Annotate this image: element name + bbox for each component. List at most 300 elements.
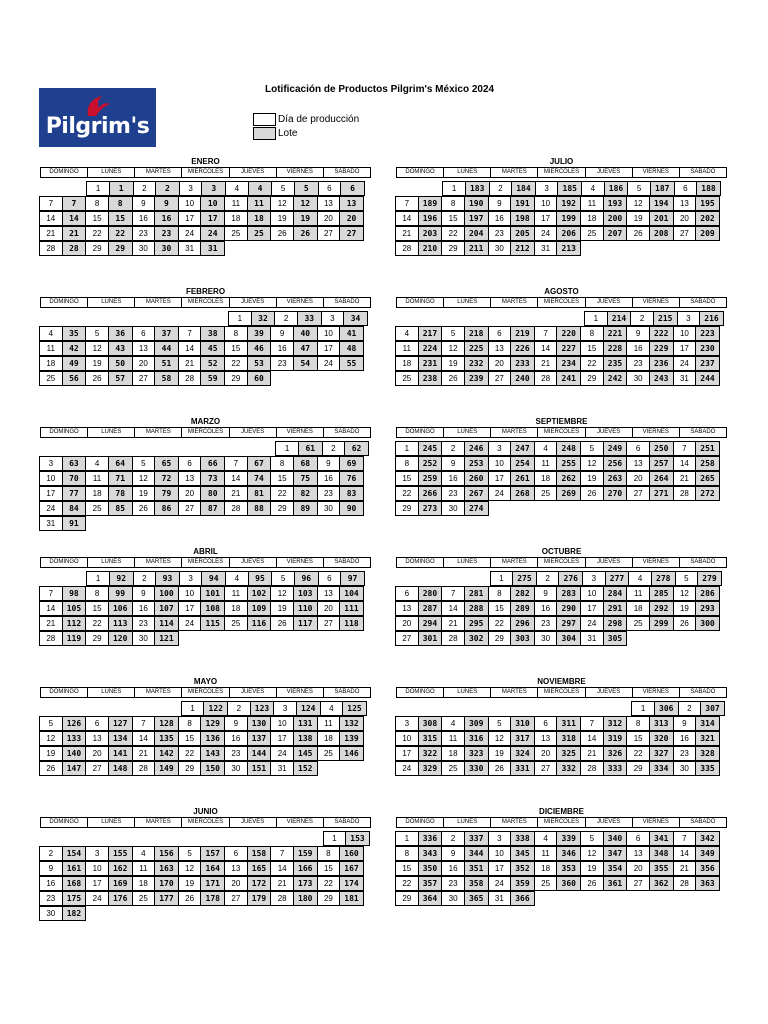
day-number: 7 bbox=[396, 197, 419, 210]
day-number: 29 bbox=[627, 762, 650, 775]
day-number: 13 bbox=[627, 457, 650, 470]
week-row bbox=[396, 472, 727, 487]
day-cell bbox=[317, 846, 364, 861]
lot-number: 149 bbox=[155, 762, 178, 775]
lot-number: 38 bbox=[201, 327, 224, 340]
day-cell bbox=[536, 571, 583, 586]
lot-number: 84 bbox=[63, 502, 86, 515]
empty-cell bbox=[491, 312, 538, 327]
day-number: 15 bbox=[86, 212, 109, 225]
day-number: 2 bbox=[442, 832, 465, 845]
day-number: 5 bbox=[40, 717, 63, 730]
lot-number: 94 bbox=[202, 572, 225, 585]
day-cell bbox=[580, 731, 627, 746]
day-cell bbox=[85, 891, 132, 906]
week-row bbox=[40, 907, 371, 922]
day-number: 5 bbox=[86, 327, 109, 340]
day-number: 21 bbox=[179, 357, 202, 370]
lot-number: 157 bbox=[201, 847, 224, 860]
day-number: 9 bbox=[674, 717, 697, 730]
day-cell bbox=[395, 356, 442, 371]
day-cell bbox=[626, 876, 673, 891]
weekday-label: DOMINGO bbox=[397, 298, 444, 307]
day-number: 29 bbox=[179, 762, 202, 775]
lot-number: 158 bbox=[248, 847, 271, 860]
day-cell bbox=[270, 471, 317, 486]
day-number: 14 bbox=[179, 342, 202, 355]
day-cell bbox=[317, 891, 364, 906]
day-cell bbox=[275, 441, 322, 456]
day-cell bbox=[181, 701, 228, 716]
day-number: 11 bbox=[133, 862, 156, 875]
day-number: 6 bbox=[179, 457, 202, 470]
day-cell bbox=[580, 631, 627, 646]
day-cell bbox=[441, 501, 488, 516]
day-cell bbox=[227, 701, 274, 716]
day-number: 3 bbox=[40, 457, 63, 470]
day-number: 9 bbox=[318, 457, 341, 470]
day-cell bbox=[85, 241, 132, 256]
day-number: 30 bbox=[627, 372, 650, 385]
lot-number: 185 bbox=[558, 182, 581, 195]
month-name: NOVIEMBRE bbox=[537, 677, 586, 686]
lot-number: 251 bbox=[696, 442, 719, 455]
day-cell bbox=[39, 906, 86, 921]
day-cell bbox=[317, 601, 364, 616]
day-cell bbox=[178, 761, 225, 776]
day-cell bbox=[271, 181, 318, 196]
lot-number: 216 bbox=[700, 312, 723, 325]
day-number: 31 bbox=[271, 762, 294, 775]
month-name: SEPTIEMBRE bbox=[535, 417, 588, 426]
day-cell bbox=[224, 746, 271, 761]
day-cell bbox=[490, 571, 537, 586]
lot-number: 183 bbox=[466, 182, 489, 195]
day-cell bbox=[270, 196, 317, 211]
day-number: 30 bbox=[318, 502, 341, 515]
day-number: 13 bbox=[133, 342, 156, 355]
lot-number: 160 bbox=[340, 847, 363, 860]
weekday-label: LUNES bbox=[444, 558, 491, 567]
day-cell bbox=[85, 616, 132, 631]
day-number: 15 bbox=[442, 212, 465, 225]
day-number: 7 bbox=[179, 327, 202, 340]
weekday-label: SÁBADO bbox=[334, 689, 360, 695]
day-number: 29 bbox=[581, 372, 604, 385]
lot-number: 270 bbox=[604, 487, 627, 500]
day-number: 24 bbox=[396, 762, 419, 775]
day-number: 28 bbox=[396, 242, 419, 255]
lot-number: 314 bbox=[696, 717, 719, 730]
day-cell bbox=[179, 181, 226, 196]
day-cell bbox=[673, 761, 720, 776]
day-cell bbox=[317, 196, 364, 211]
day-number: 18 bbox=[86, 487, 109, 500]
day-cell bbox=[488, 631, 535, 646]
week-row bbox=[40, 457, 371, 472]
lot-number: 336 bbox=[419, 832, 442, 845]
day-number: 30 bbox=[535, 632, 558, 645]
lot-number: 137 bbox=[248, 732, 271, 745]
lot-number: 317 bbox=[511, 732, 534, 745]
day-cell bbox=[630, 311, 677, 326]
day-number: 22 bbox=[86, 227, 109, 240]
day-cell bbox=[85, 196, 132, 211]
day-number: 13 bbox=[86, 732, 109, 745]
lot-number: 175 bbox=[63, 892, 86, 905]
day-cell bbox=[395, 341, 442, 356]
lot-number: 260 bbox=[465, 472, 488, 485]
week-row bbox=[396, 457, 727, 472]
day-cell bbox=[323, 831, 370, 846]
empty-cell bbox=[135, 442, 182, 457]
day-number: 4 bbox=[535, 442, 558, 455]
lot-number: 284 bbox=[604, 587, 627, 600]
day-cell bbox=[441, 341, 488, 356]
lot-number: 249 bbox=[604, 442, 627, 455]
day-number: 22 bbox=[179, 747, 202, 760]
lot-number: 108 bbox=[201, 602, 224, 615]
day-cell bbox=[270, 501, 317, 516]
empty-cell bbox=[179, 632, 226, 647]
weekday-label: SÁBADO bbox=[334, 819, 360, 825]
day-cell bbox=[441, 456, 488, 471]
lot-number: 151 bbox=[248, 762, 271, 775]
weekday-label: DOMINGO bbox=[397, 818, 444, 827]
day-number: 5 bbox=[272, 182, 295, 195]
day-number: 2 bbox=[679, 702, 702, 715]
day-cell bbox=[178, 716, 225, 731]
day-number: 1 bbox=[396, 832, 419, 845]
day-number: 21 bbox=[271, 877, 294, 890]
day-number: 18 bbox=[133, 877, 156, 890]
day-number: 17 bbox=[489, 862, 512, 875]
day-number: 15 bbox=[271, 472, 294, 485]
lot-number: 232 bbox=[465, 357, 488, 370]
lot-number: 285 bbox=[650, 587, 673, 600]
day-number: 2 bbox=[275, 312, 298, 325]
day-cell bbox=[178, 241, 225, 256]
day-number: 9 bbox=[133, 587, 156, 600]
lot-number: 187 bbox=[651, 182, 674, 195]
weekday-label: MARTES bbox=[491, 818, 538, 827]
empty-cell bbox=[321, 632, 368, 647]
day-number: 28 bbox=[581, 762, 604, 775]
day-cell bbox=[580, 761, 627, 776]
day-cell bbox=[441, 631, 488, 646]
week-row bbox=[396, 587, 727, 602]
day-cell bbox=[626, 601, 673, 616]
day-cell bbox=[441, 196, 488, 211]
lot-number: 218 bbox=[465, 327, 488, 340]
day-number: 15 bbox=[225, 342, 248, 355]
lot-number: 273 bbox=[419, 502, 442, 515]
day-cell bbox=[224, 586, 271, 601]
weekday-header bbox=[396, 687, 727, 698]
day-cell bbox=[270, 341, 317, 356]
day-cell bbox=[678, 701, 725, 716]
day-number: 9 bbox=[271, 327, 294, 340]
day-cell bbox=[178, 356, 225, 371]
lot-number: 227 bbox=[557, 342, 580, 355]
lot-number: 18 bbox=[248, 212, 271, 225]
day-number: 24 bbox=[86, 892, 109, 905]
day-cell bbox=[85, 761, 132, 776]
lot-number: 222 bbox=[650, 327, 673, 340]
day-number: 14 bbox=[271, 862, 294, 875]
week-row bbox=[40, 472, 371, 487]
lot-number: 261 bbox=[511, 472, 534, 485]
lot-number: 61 bbox=[299, 442, 322, 455]
weekday-label: LUNES bbox=[88, 688, 135, 697]
empty-cell bbox=[86, 907, 133, 922]
lot-number: 141 bbox=[109, 747, 132, 760]
day-number: 1 bbox=[632, 702, 655, 715]
lot-number: 110 bbox=[294, 602, 317, 615]
day-cell bbox=[178, 731, 225, 746]
day-number: 27 bbox=[133, 372, 156, 385]
day-cell bbox=[626, 471, 673, 486]
day-cell bbox=[673, 731, 720, 746]
lot-number: 349 bbox=[696, 847, 719, 860]
day-number: 28 bbox=[133, 762, 156, 775]
weekday-label: JUEVES bbox=[230, 688, 277, 697]
day-number: 7 bbox=[271, 847, 294, 860]
day-number: 27 bbox=[535, 762, 558, 775]
day-cell bbox=[395, 241, 442, 256]
day-cell bbox=[395, 761, 442, 776]
lot-number: 60 bbox=[248, 372, 271, 385]
week-row bbox=[40, 197, 371, 212]
lot-number: 246 bbox=[465, 442, 488, 455]
day-number: 14 bbox=[133, 732, 156, 745]
day-number: 20 bbox=[318, 212, 341, 225]
lot-number: 362 bbox=[650, 877, 673, 890]
day-number: 1 bbox=[87, 572, 110, 585]
day-cell bbox=[580, 226, 627, 241]
day-number: 5 bbox=[133, 457, 156, 470]
week-row bbox=[396, 312, 727, 327]
day-number: 26 bbox=[627, 227, 650, 240]
day-cell bbox=[488, 746, 535, 761]
day-number: 4 bbox=[582, 182, 605, 195]
week-row bbox=[40, 572, 371, 587]
lot-number: 125 bbox=[343, 702, 366, 715]
day-cell bbox=[132, 876, 179, 891]
week-row bbox=[40, 732, 371, 747]
day-cell bbox=[270, 601, 317, 616]
day-number: 26 bbox=[489, 762, 512, 775]
empty-cell bbox=[229, 832, 276, 847]
lot-number: 199 bbox=[557, 212, 580, 225]
day-cell bbox=[534, 211, 581, 226]
day-cell bbox=[224, 196, 271, 211]
lot-number: 203 bbox=[419, 227, 442, 240]
lot-number: 166 bbox=[294, 862, 317, 875]
day-cell bbox=[132, 226, 179, 241]
lot-number: 23 bbox=[155, 227, 178, 240]
day-number: 21 bbox=[133, 747, 156, 760]
day-number: 6 bbox=[396, 587, 419, 600]
day-number: 11 bbox=[225, 197, 248, 210]
day-number: 10 bbox=[179, 197, 202, 210]
day-cell bbox=[673, 456, 720, 471]
lot-number: 365 bbox=[465, 892, 488, 905]
day-number: 26 bbox=[581, 487, 604, 500]
day-number: 17 bbox=[271, 732, 294, 745]
week-row bbox=[40, 442, 371, 457]
lot-number: 22 bbox=[109, 227, 132, 240]
day-cell bbox=[39, 486, 86, 501]
day-cell bbox=[85, 846, 132, 861]
day-number: 1 bbox=[324, 832, 347, 845]
lot-number: 11 bbox=[248, 197, 271, 210]
day-number: 6 bbox=[319, 182, 342, 195]
day-number: 6 bbox=[86, 717, 109, 730]
legend-production-day bbox=[253, 112, 359, 126]
weekday-label: MIERCOLES bbox=[538, 298, 585, 307]
lot-number: 134 bbox=[109, 732, 132, 745]
day-cell bbox=[395, 631, 442, 646]
weekday-label: VIERNES bbox=[633, 428, 680, 437]
month-name: FEBRERO bbox=[185, 287, 226, 296]
lot-number: 10 bbox=[201, 197, 224, 210]
lot-number: 259 bbox=[419, 472, 442, 485]
day-number: 8 bbox=[86, 197, 109, 210]
empty-cell bbox=[396, 312, 443, 327]
day-cell bbox=[39, 501, 86, 516]
lot-number: 126 bbox=[63, 717, 86, 730]
day-number: 27 bbox=[627, 877, 650, 890]
weekday-label: SÁBADO bbox=[690, 559, 716, 565]
empty-cell bbox=[40, 832, 87, 847]
week-row bbox=[40, 747, 371, 762]
lot-number: 323 bbox=[465, 747, 488, 760]
lot-number: 139 bbox=[340, 732, 363, 745]
day-number: 22 bbox=[86, 617, 109, 630]
month-agosto bbox=[396, 286, 727, 387]
day-cell bbox=[395, 586, 442, 601]
day-number: 24 bbox=[271, 747, 294, 760]
day-cell bbox=[441, 616, 488, 631]
day-cell bbox=[39, 516, 86, 531]
day-number: 11 bbox=[581, 197, 604, 210]
day-number: 17 bbox=[396, 747, 419, 760]
weekday-label: SÁBADO bbox=[690, 169, 716, 175]
lot-number: 128 bbox=[155, 717, 178, 730]
lot-number: 155 bbox=[109, 847, 132, 860]
day-number: 15 bbox=[318, 862, 341, 875]
day-cell bbox=[39, 341, 86, 356]
day-cell bbox=[626, 586, 673, 601]
week-row bbox=[40, 892, 371, 907]
day-number: 19 bbox=[442, 357, 465, 370]
empty-cell bbox=[87, 832, 134, 847]
month-marzo bbox=[40, 416, 371, 532]
day-number: 2 bbox=[631, 312, 654, 325]
day-number: 15 bbox=[179, 732, 202, 745]
day-cell bbox=[132, 716, 179, 731]
day-cell bbox=[224, 371, 271, 386]
empty-cell bbox=[275, 517, 322, 532]
empty-cell bbox=[535, 892, 582, 907]
day-number: 24 bbox=[489, 487, 512, 500]
lot-number: 117 bbox=[294, 617, 317, 630]
day-cell bbox=[580, 876, 627, 891]
day-cell bbox=[179, 571, 226, 586]
empty-cell bbox=[87, 442, 134, 457]
lot-number: 59 bbox=[201, 372, 224, 385]
day-cell bbox=[580, 211, 627, 226]
day-number: 26 bbox=[271, 227, 294, 240]
day-cell bbox=[580, 456, 627, 471]
lot-number: 150 bbox=[201, 762, 224, 775]
lot-number: 55 bbox=[340, 357, 363, 370]
day-cell bbox=[580, 861, 627, 876]
empty-cell bbox=[40, 182, 87, 197]
lot-number: 361 bbox=[604, 877, 627, 890]
day-number: 11 bbox=[318, 717, 341, 730]
empty-cell bbox=[581, 242, 628, 257]
day-cell bbox=[85, 371, 132, 386]
day-cell bbox=[395, 501, 442, 516]
day-cell bbox=[534, 371, 581, 386]
day-cell bbox=[534, 486, 581, 501]
lot-number: 333 bbox=[604, 762, 627, 775]
day-number: 7 bbox=[674, 832, 697, 845]
weekday-label: DOMINGO bbox=[41, 688, 88, 697]
empty-cell bbox=[182, 832, 229, 847]
weekday-label: VIERNES bbox=[633, 558, 680, 567]
lot-number: 253 bbox=[465, 457, 488, 470]
day-number: 24 bbox=[581, 617, 604, 630]
day-cell bbox=[39, 861, 86, 876]
day-cell bbox=[395, 211, 442, 226]
weekday-label: MARTES bbox=[135, 168, 182, 177]
day-number: 25 bbox=[40, 372, 63, 385]
lot-number: 92 bbox=[110, 572, 133, 585]
week-row bbox=[396, 487, 727, 502]
day-cell bbox=[317, 731, 364, 746]
day-cell bbox=[85, 341, 132, 356]
day-cell bbox=[270, 456, 317, 471]
day-cell bbox=[317, 616, 364, 631]
week-row bbox=[396, 747, 727, 762]
empty-cell bbox=[40, 312, 87, 327]
day-cell bbox=[85, 471, 132, 486]
day-cell bbox=[178, 341, 225, 356]
day-cell bbox=[317, 486, 364, 501]
day-number: 20 bbox=[535, 747, 558, 760]
lot-number: 144 bbox=[248, 747, 271, 760]
lot-number: 71 bbox=[109, 472, 132, 485]
empty-cell bbox=[677, 892, 724, 907]
lot-number: 156 bbox=[155, 847, 178, 860]
empty-cell bbox=[320, 242, 367, 257]
lot-number: 102 bbox=[248, 587, 271, 600]
day-cell bbox=[580, 356, 627, 371]
day-number: 2 bbox=[490, 182, 513, 195]
day-number: 17 bbox=[489, 472, 512, 485]
day-cell bbox=[441, 601, 488, 616]
week-row bbox=[396, 847, 727, 862]
day-number: 28 bbox=[40, 632, 63, 645]
day-number: 4 bbox=[321, 702, 344, 715]
day-number: 15 bbox=[581, 342, 604, 355]
day-cell bbox=[673, 341, 720, 356]
weekday-label: MIERCOLES bbox=[538, 428, 585, 437]
lot-number: 325 bbox=[557, 747, 580, 760]
